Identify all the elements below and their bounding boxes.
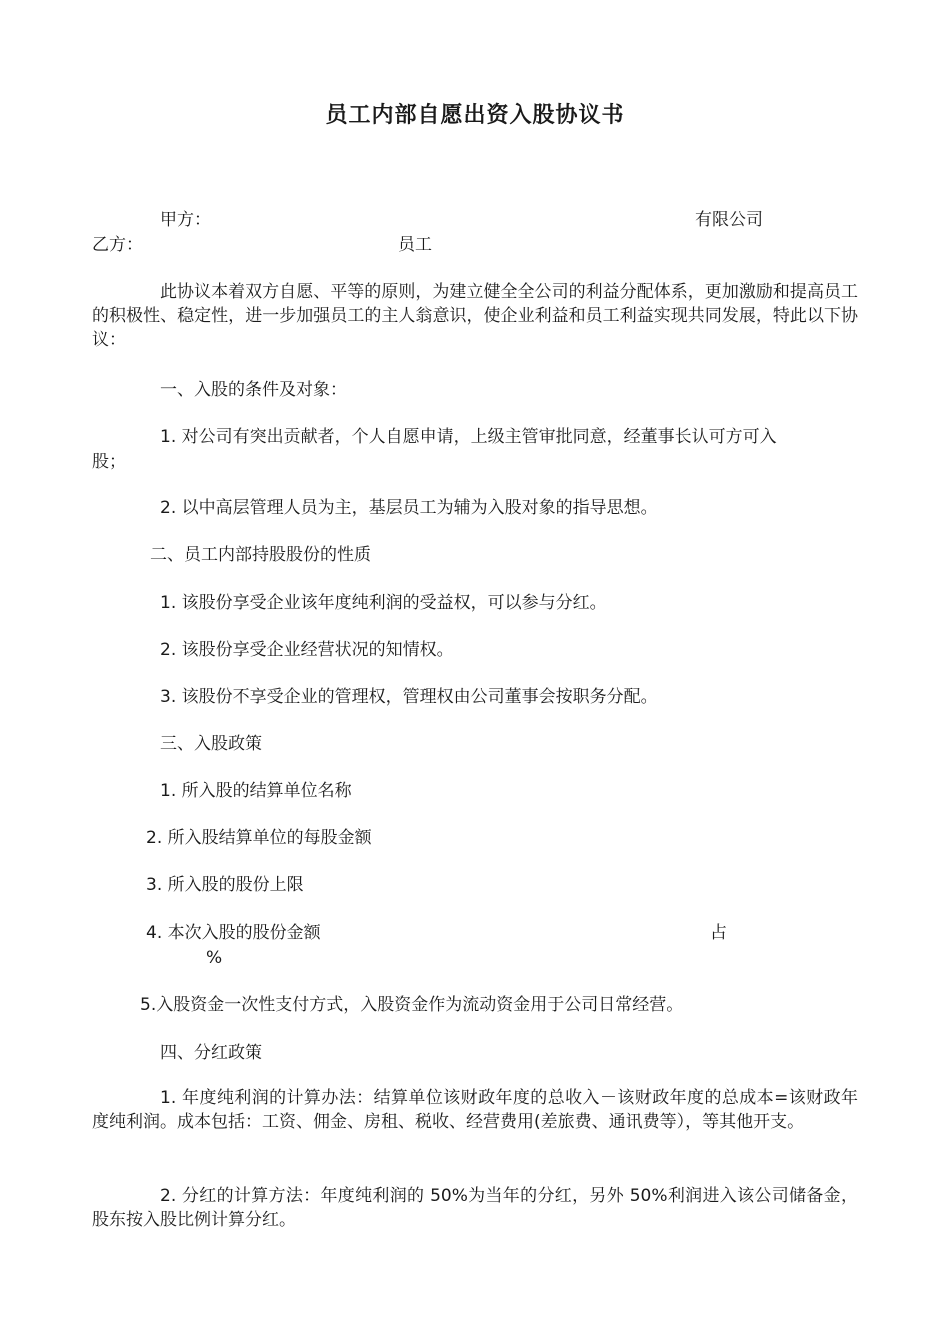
section3-item1: 1. 所入股的结算单位名称: [160, 781, 352, 801]
section2-item2: 2. 该股份享受企业经营状况的知情权。: [160, 640, 454, 660]
section3-item4: 4. 本次入股的股份金额: [146, 923, 321, 943]
section3-item4-percent: %: [206, 948, 223, 968]
section3-item4-share: 占: [710, 923, 727, 943]
party-b-label: 乙方：: [92, 235, 143, 255]
section3-item3: 3. 所入股的股份上限: [146, 875, 304, 895]
section2-item3: 3. 该股份不享受企业的管理权，管理权由公司董事会按职务分配。: [160, 687, 658, 707]
section1-item1-line1: 1. 对公司有突出贡献者，个人自愿申请，上级主管审批同意，经董事长认可方可入: [160, 427, 777, 447]
party-a-label: 甲方：: [160, 210, 211, 230]
section4-heading: 四、分红政策: [160, 1043, 262, 1063]
intro-paragraph: 此协议本着双方自愿、平等的原则，为建立健全全公司的利益分配体系，更加激励和提高员工的积极性、稳定性，进一步加强员工的主人翁意识，使企业利益和员工利益实现共同发展，特此以下协议：: [92, 282, 858, 350]
section3-heading: 三、入股政策: [160, 734, 262, 754]
document-title: 员工内部自愿出资入股协议书: [325, 103, 625, 128]
party-a-company-suffix: 有限公司: [695, 210, 763, 230]
party-b-employee-suffix: 员工: [398, 235, 432, 255]
section2-heading: 二、员工内部持股股份的性质: [150, 545, 371, 565]
section3-item2: 2. 所入股结算单位的每股金额: [146, 828, 372, 848]
section4-item1: 1. 年度纯利润的计算办法：结算单位该财政年度的总收入－该财政年度的总成本=该财政年度纯利润。成本包括：工资、佣金、房租、税收、经营费用(差旅费、通讯费等），等其他开支。: [92, 1088, 858, 1132]
section1-heading: 一、入股的条件及对象：: [160, 380, 347, 400]
section1-item2: 2. 以中高层管理人员为主，基层员工为辅为入股对象的指导思想。: [160, 498, 658, 518]
section2-item1: 1. 该股份享受企业该年度纯利润的受益权，可以参与分红。: [160, 593, 607, 613]
section3-item5: 5.入股资金一次性支付方式，入股资金作为流动资金用于公司日常经营。: [140, 995, 684, 1015]
section1-item1-line2: 股；: [92, 452, 126, 472]
section4-item2: 2. 分红的计算方法：年度纯利润的 50%为当年的分红，另外 50%利润进入该公司储备金，股东按入股比例计算分红。: [92, 1186, 858, 1230]
